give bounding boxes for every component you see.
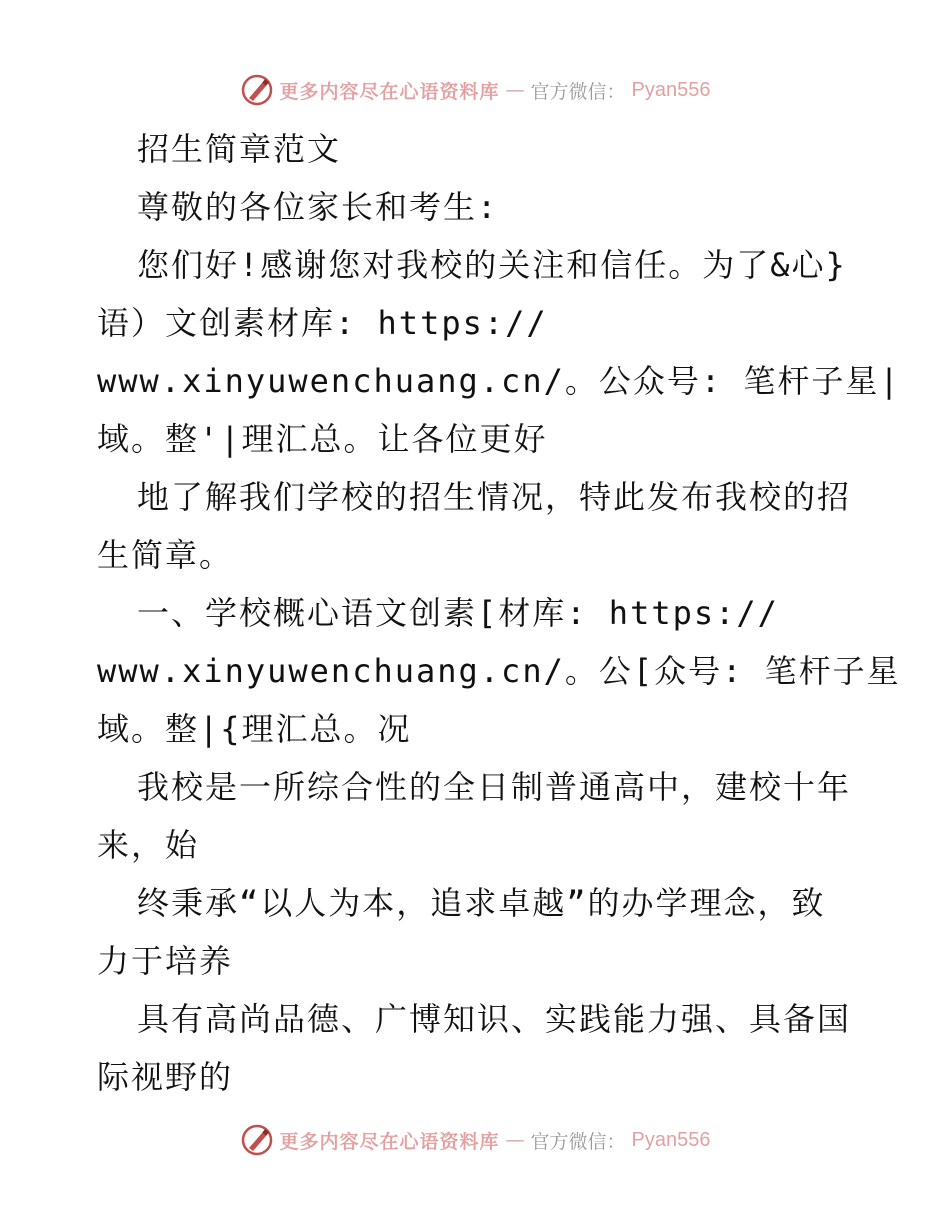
doc-line: www.xinyuwenchuang.cn/。公众号: 笔杆子星| xyxy=(97,362,901,400)
doc-line: 力于培养 xyxy=(97,942,234,980)
doc-line: 来，始 xyxy=(97,826,200,864)
doc-line: 际视野的 xyxy=(97,1058,234,1096)
doc-line: 域。整'|理汇总。让各位更好 xyxy=(97,420,548,458)
doc-line: 您们好!感谢您对我校的关注和信任。为了&心} xyxy=(137,246,847,284)
doc-line: 生简章。 xyxy=(97,536,234,574)
doc-line: 地了解我们学校的招生情况，特此发布我校的招 xyxy=(137,478,852,516)
doc-line: www.xinyuwenchuang.cn/。公[众号: 笔杆子星 xyxy=(97,652,901,690)
header-watermark xyxy=(0,70,950,110)
footer-separator: — xyxy=(505,1129,525,1151)
header-separator: — xyxy=(505,79,525,101)
footer-brand-text: 更多内容尽在心语资料库 xyxy=(279,1130,500,1153)
doc-line: 我校是一所综合性的全日制普通高中，建校十年 xyxy=(137,768,852,806)
pen-logo-icon xyxy=(240,73,274,107)
doc-line: 具有高尚品德、广博知识、实践能力强、具备国 xyxy=(137,1000,852,1038)
doc-line: 语）文创素材库: https:// xyxy=(97,304,548,342)
doc-section-heading: 一、学校概心语文创素[材库: https:// xyxy=(137,594,779,632)
footer-wechat-label: 官方微信： xyxy=(530,1130,626,1153)
doc-line: 域。整|{理汇总。况 xyxy=(97,710,412,748)
document-body xyxy=(97,120,901,1106)
doc-salutation: 尊敬的各位家长和考生: xyxy=(137,188,499,226)
pen-logo-icon xyxy=(240,1123,274,1157)
header-brand-text: 更多内容尽在心语资料库 xyxy=(279,80,500,103)
footer-wechat-id: Pyan556 xyxy=(631,1128,711,1151)
doc-line: 终秉承“以人为本，追求卓越”的办学理念，致 xyxy=(137,884,826,922)
header-wechat-id: Pyan556 xyxy=(631,78,711,101)
footer-watermark xyxy=(0,1120,950,1160)
doc-title: 招生简章范文 xyxy=(137,130,342,168)
header-wechat-label: 官方微信： xyxy=(530,80,626,103)
